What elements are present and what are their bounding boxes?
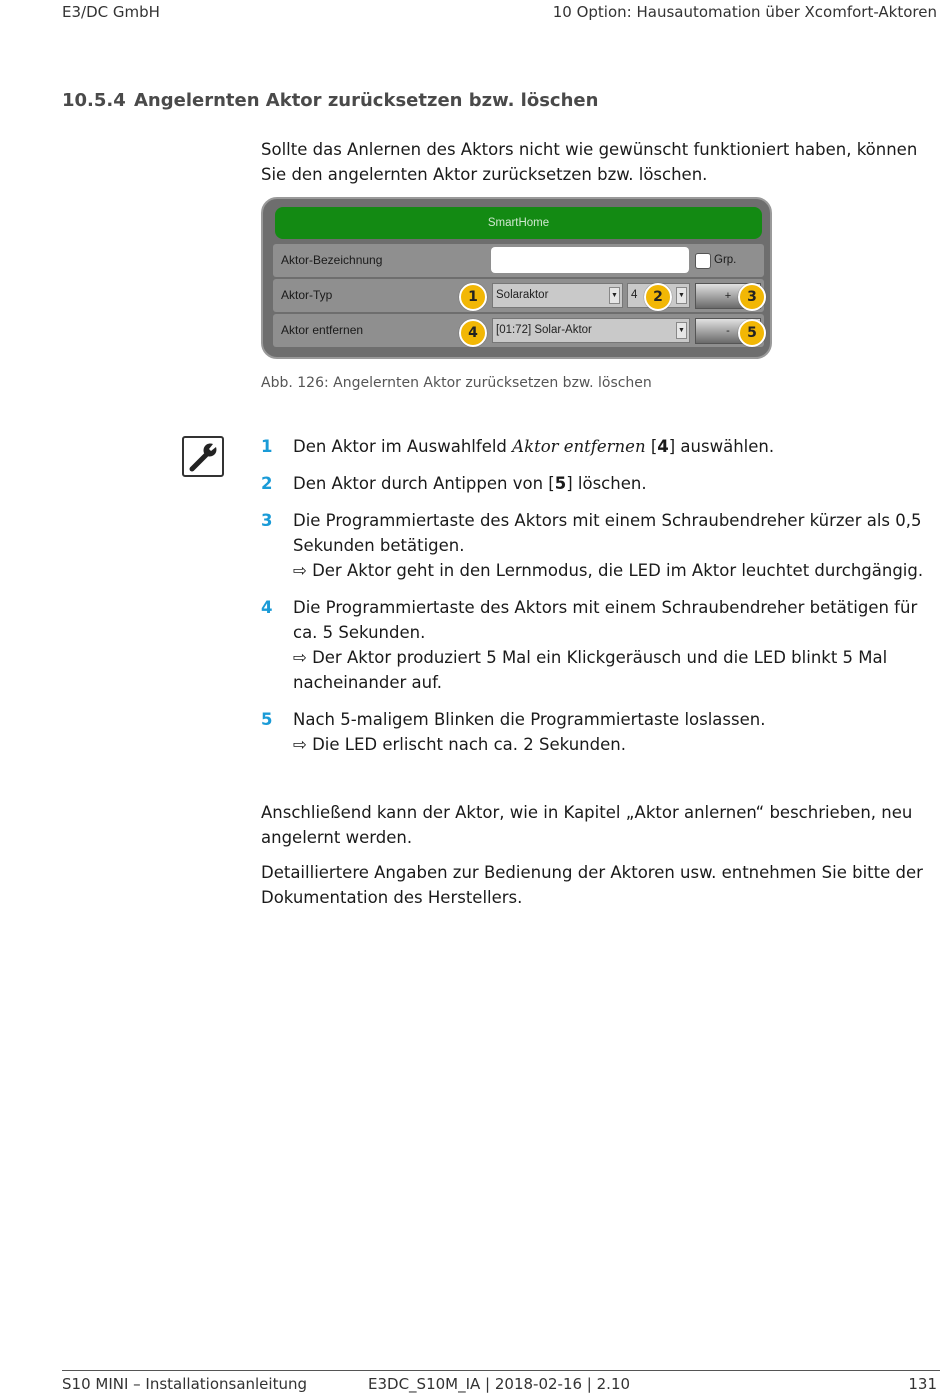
step-text: ] auswählen.: [668, 437, 775, 456]
instruction-steps: [261, 434, 941, 769]
page-number: 131: [908, 1375, 937, 1393]
step-text: Den Aktor durch Antippen von [: [293, 474, 555, 493]
remove-actor-value: [01:72] Solar-Aktor: [496, 324, 592, 336]
section-number: 10.5.4: [62, 90, 126, 111]
actor-type-row: [273, 279, 764, 312]
remove-actor-row: [273, 314, 764, 347]
step-number: 3: [261, 511, 273, 530]
footer-divider: [62, 1370, 940, 1371]
step-3: [261, 508, 941, 583]
footer-reference: E3DC_S10M_IA | 2018-02-16 | 2.10: [368, 1375, 631, 1393]
step-number: 2: [261, 474, 273, 493]
step-2: [261, 471, 941, 496]
actor-name-input[interactable]: [491, 247, 689, 273]
step-text: Die Programmiertaste des Aktors mit einem Schraubendreher kürzer als 0,5 Sekunden betätigen.: [293, 511, 922, 555]
actor-type-label: Aktor-Typ: [281, 288, 333, 302]
step-text: Nach 5-maligem Blinken die Programmiertaste loslassen.: [293, 710, 766, 729]
step-ref: 5: [554, 474, 567, 493]
wrench-icon: [182, 436, 224, 477]
actor-name-label: Aktor-Bezeichnung: [281, 253, 383, 267]
callout-marker-1: 1: [459, 283, 487, 311]
step-number: 4: [261, 598, 273, 617]
callout-marker-2: 2: [644, 283, 672, 311]
actor-name-row: [273, 244, 764, 277]
chevron-down-icon: ▼: [676, 322, 687, 339]
step-number: 5: [261, 710, 273, 729]
step-result: ⇨ Die LED erlischt nach ca. 2 Sekunden.: [293, 735, 626, 754]
step-5: [261, 707, 941, 757]
chevron-down-icon: ▼: [676, 287, 687, 304]
group-label: Grp.: [714, 254, 737, 266]
step-result: ⇨ Der Aktor produziert 5 Mal ein Klickgeräusch und die LED blinkt 5 Mal nacheinander auf.: [293, 648, 888, 692]
smarthome-title-bar: SmartHome: [275, 207, 762, 239]
closing-paragraph: Detailliertere Angaben zur Bedienung der Aktoren usw. entnehmen Sie bitte der Dokumentation des Herstellers.: [261, 863, 923, 907]
step-text: Den Aktor im Auswahlfeld: [293, 437, 513, 456]
step-text: ] löschen.: [566, 474, 647, 493]
smarthome-screenshot: [261, 197, 772, 359]
step-text: Die Programmiertaste des Aktors mit einem Schraubendreher betätigen für ca. 5 Sekunden.: [293, 598, 918, 642]
remove-actor-select[interactable]: [492, 318, 690, 343]
intro-paragraph: Sollte das Anlernen des Aktors nicht wie gewünscht funktioniert haben, können Sie den angelernten Aktor zurücksetzen bzw. löschen.: [261, 140, 918, 184]
group-checkbox[interactable]: [695, 253, 711, 269]
callout-marker-4: 4: [459, 319, 487, 347]
figure-caption: Abb. 126: Angelernten Aktor zurücksetzen bzw. löschen: [261, 375, 652, 391]
callout-marker-3: 3: [738, 283, 766, 311]
add-actor-button[interactable]: +: [695, 283, 761, 309]
step-number: 1: [261, 437, 273, 456]
closing-paragraph: Anschließend kann der Aktor, wie in Kapitel „Aktor anlernen“ beschrieben, neu angelernt werden.: [261, 803, 913, 847]
actor-type-select[interactable]: [492, 283, 623, 308]
step-result: ⇨ Der Aktor geht in den Lernmodus, die LED im Aktor leuchtet durchgängig.: [293, 561, 924, 580]
step-field-name: Aktor entfernen: [512, 437, 646, 456]
chevron-down-icon: ▼: [609, 287, 620, 304]
section-title: Angelernten Aktor zurücksetzen bzw. löschen: [134, 90, 599, 111]
callout-marker-5: 5: [738, 319, 766, 347]
section-heading: [62, 90, 598, 111]
step-ref: 4: [657, 437, 669, 456]
step-text: [: [645, 437, 658, 456]
remove-actor-button[interactable]: -: [695, 318, 761, 344]
header-company: E3/DC GmbH: [62, 3, 160, 21]
header-chapter: 10 Option: Hausautomation über Xcomfort-Aktoren: [552, 3, 937, 21]
step-1: [261, 434, 941, 459]
remove-actor-label: Aktor entfernen: [281, 323, 364, 337]
footer-document: S10 MINI – Installationsanleitung: [62, 1375, 307, 1393]
step-4: [261, 595, 941, 695]
actor-type-value: Solaraktor: [496, 289, 549, 301]
closing-text: [261, 800, 941, 920]
channel-value: 4: [631, 289, 638, 301]
